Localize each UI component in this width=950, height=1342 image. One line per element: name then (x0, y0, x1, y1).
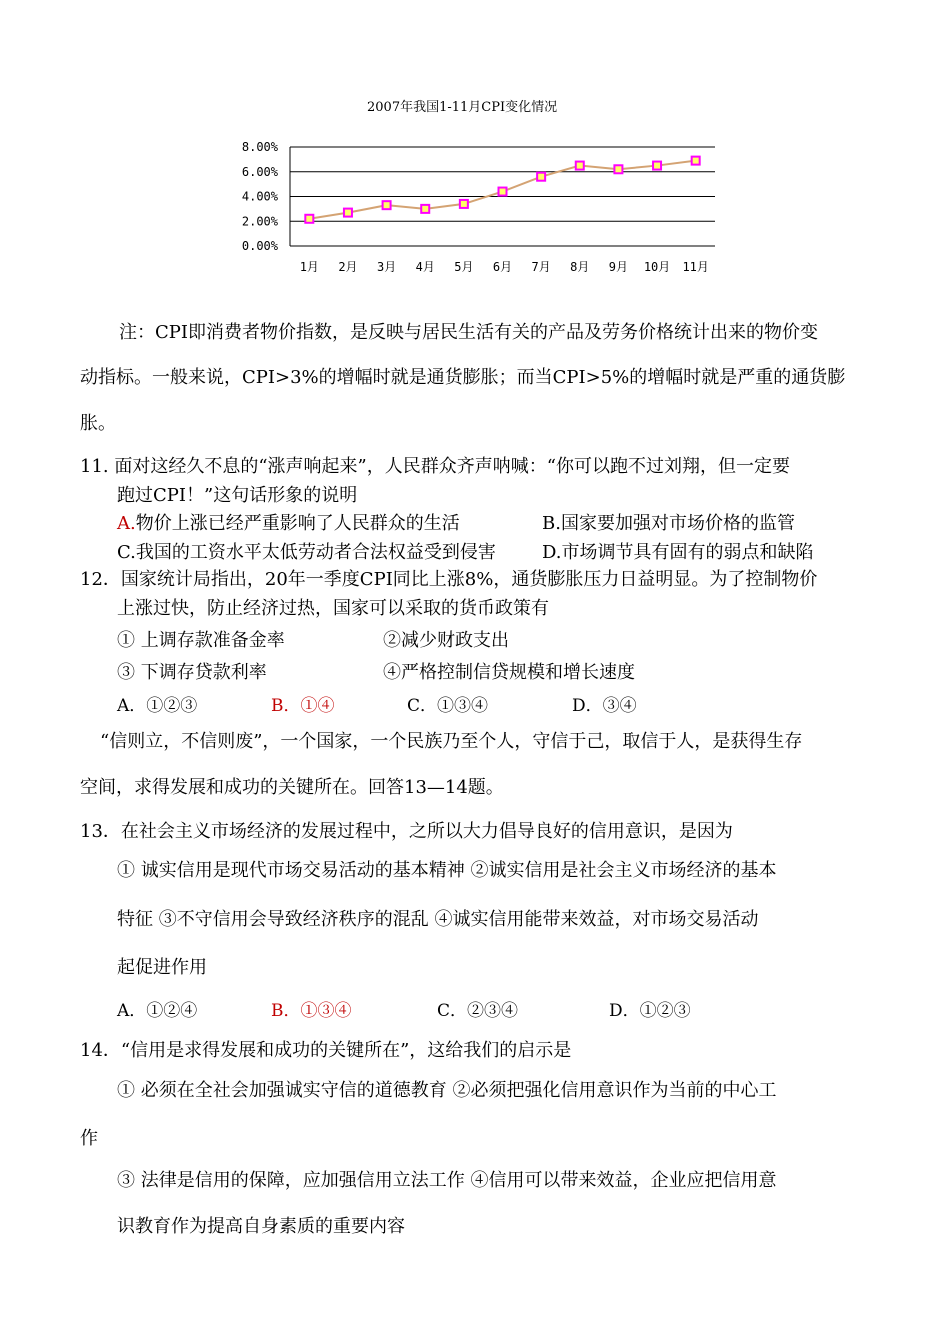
data-point (344, 209, 352, 217)
data-point (537, 173, 545, 181)
x-tick-label: 11月 (682, 260, 709, 274)
q12-option-c: C．①③④ (407, 696, 489, 716)
q11-option-a-letter: A. (117, 513, 136, 534)
x-tick-label: 4月 (415, 260, 435, 274)
data-point (421, 205, 429, 213)
note-line-3: 胀。 (80, 413, 116, 434)
y-tick-label: 6.00% (241, 164, 278, 179)
q13-statements-line-1: ① 诚实信用是现代市场交易活动的基本精神 ②诚实信用是社会主义市场经济的基本 (117, 860, 777, 881)
q13-stem: 13．在社会主义市场经济的发展过程中，之所以大力倡导良好的信用意识，是因为 (80, 821, 733, 842)
q12-option-b: B．①④ (271, 696, 335, 716)
x-tick-label: 1月 (299, 260, 319, 274)
data-point (692, 157, 700, 165)
data-point (460, 200, 468, 208)
q14-stem: 14．“信用是求得发展和成功的关键所在”，这给我们的启示是 (80, 1040, 572, 1061)
q12-statement-4: ④严格控制信贷规模和增长速度 (383, 662, 635, 683)
q12-statement-1: ① 上调存款准备金率 (117, 630, 285, 651)
x-tick-label: 7月 (531, 260, 551, 274)
q12-option-a: A．①②③ (117, 696, 198, 716)
x-tick-label: 5月 (454, 260, 474, 274)
q11-option-a (117, 509, 460, 535)
q11-option-a-text: 物价上涨已经严重影响了人民群众的生活 (135, 513, 460, 534)
q12-stem-line-2: 上涨过快，防止经济过热，国家可以采取的货币政策有 (117, 598, 549, 619)
q11-option-d: D.市场调节具有固有的弱点和缺陷 (542, 542, 814, 563)
q11-option-c: C.我国的工资水平太低劳动者合法权益受到侵害 (117, 542, 496, 563)
q13-statements-line-2: 特征 ③不守信用会导致经济秩序的混乱 ④诚实信用能带来效益，对市场交易活动 (117, 909, 759, 930)
q11-option-b: B.国家要加强对市场价格的监管 (542, 513, 795, 534)
chart-title: 2007年我国1-11月CPI变化情况 (367, 100, 558, 115)
data-point (383, 201, 391, 209)
x-tick-label: 8月 (570, 260, 590, 274)
q11-stem-line-2: 跑过CPI！”这句话形象的说明 (117, 485, 358, 506)
cpi-line-chart (220, 135, 730, 285)
q14-statements-line-3: ③ 法律是信用的保障，应加强信用立法工作 ④信用可以带来效益，企业应把信用意 (117, 1170, 777, 1191)
q14-statements-line-1: ① 必须在全社会加强诚实守信的道德教育 ②必须把强化信用意识作为当前的中心工 (117, 1080, 777, 1101)
y-tick-label: 2.00% (241, 214, 278, 229)
data-point (614, 165, 622, 173)
data-point (499, 188, 507, 196)
intro-line-2: 空间，求得发展和成功的关键所在。回答13—14题。 (80, 777, 504, 798)
data-point (653, 162, 661, 170)
y-tick-label: 0.00% (241, 239, 278, 253)
data-point (305, 215, 313, 223)
q12-stem-line-1: 12．国家统计局指出，20年一季度CPI同比上涨8%，通货膨胀压力日益明显。为了控制物价 (80, 569, 818, 590)
q13-option-b: B．①③④ (271, 1001, 352, 1021)
note-line-2: 动指标。一般来说，CPI>3%的增幅时就是通货膨胀；而当CPI>5%的增幅时就是严重的通货膨 (80, 367, 846, 388)
x-tick-label: 3月 (376, 260, 397, 274)
q13-option-d: D．①②③ (609, 1001, 691, 1021)
x-tick-label: 10月 (643, 260, 671, 274)
x-tick-label: 6月 (492, 260, 513, 274)
data-point (576, 162, 584, 170)
x-tick-label: 2月 (338, 260, 358, 274)
q14-statements-line-2: 作 (80, 1128, 98, 1149)
note-line-1: 注：CPI即消费者物价指数，是反映与居民生活有关的产品及劳务价格统计出来的物价变 (119, 322, 818, 343)
q12-statement-2: ②减少财政支出 (383, 630, 509, 651)
q14-statements-line-4: 识教育作为提高自身素质的重要内容 (117, 1216, 405, 1237)
q13-option-c: C．②③④ (437, 1001, 519, 1021)
q12-statement-3: ③ 下调存贷款利率 (117, 662, 267, 683)
x-tick-label: 9月 (608, 260, 629, 274)
y-tick-label: 8.00% (241, 140, 278, 154)
q13-option-a: A．①②④ (117, 1001, 198, 1021)
y-tick-label: 4.00% (241, 189, 278, 204)
q11-stem-line-1: 11. 面对这经久不息的“涨声响起来”，人民群众齐声呐喊：“你可以跑不过刘翔，但一定要 (80, 456, 790, 477)
q12-option-d: D．③④ (572, 696, 637, 716)
q13-statements-line-3: 起促进作用 (117, 957, 207, 978)
intro-line-1: “信则立，不信则废”，一个国家，一个民族乃至个人，守信于己，取信于人，是获得生存 (100, 731, 803, 752)
